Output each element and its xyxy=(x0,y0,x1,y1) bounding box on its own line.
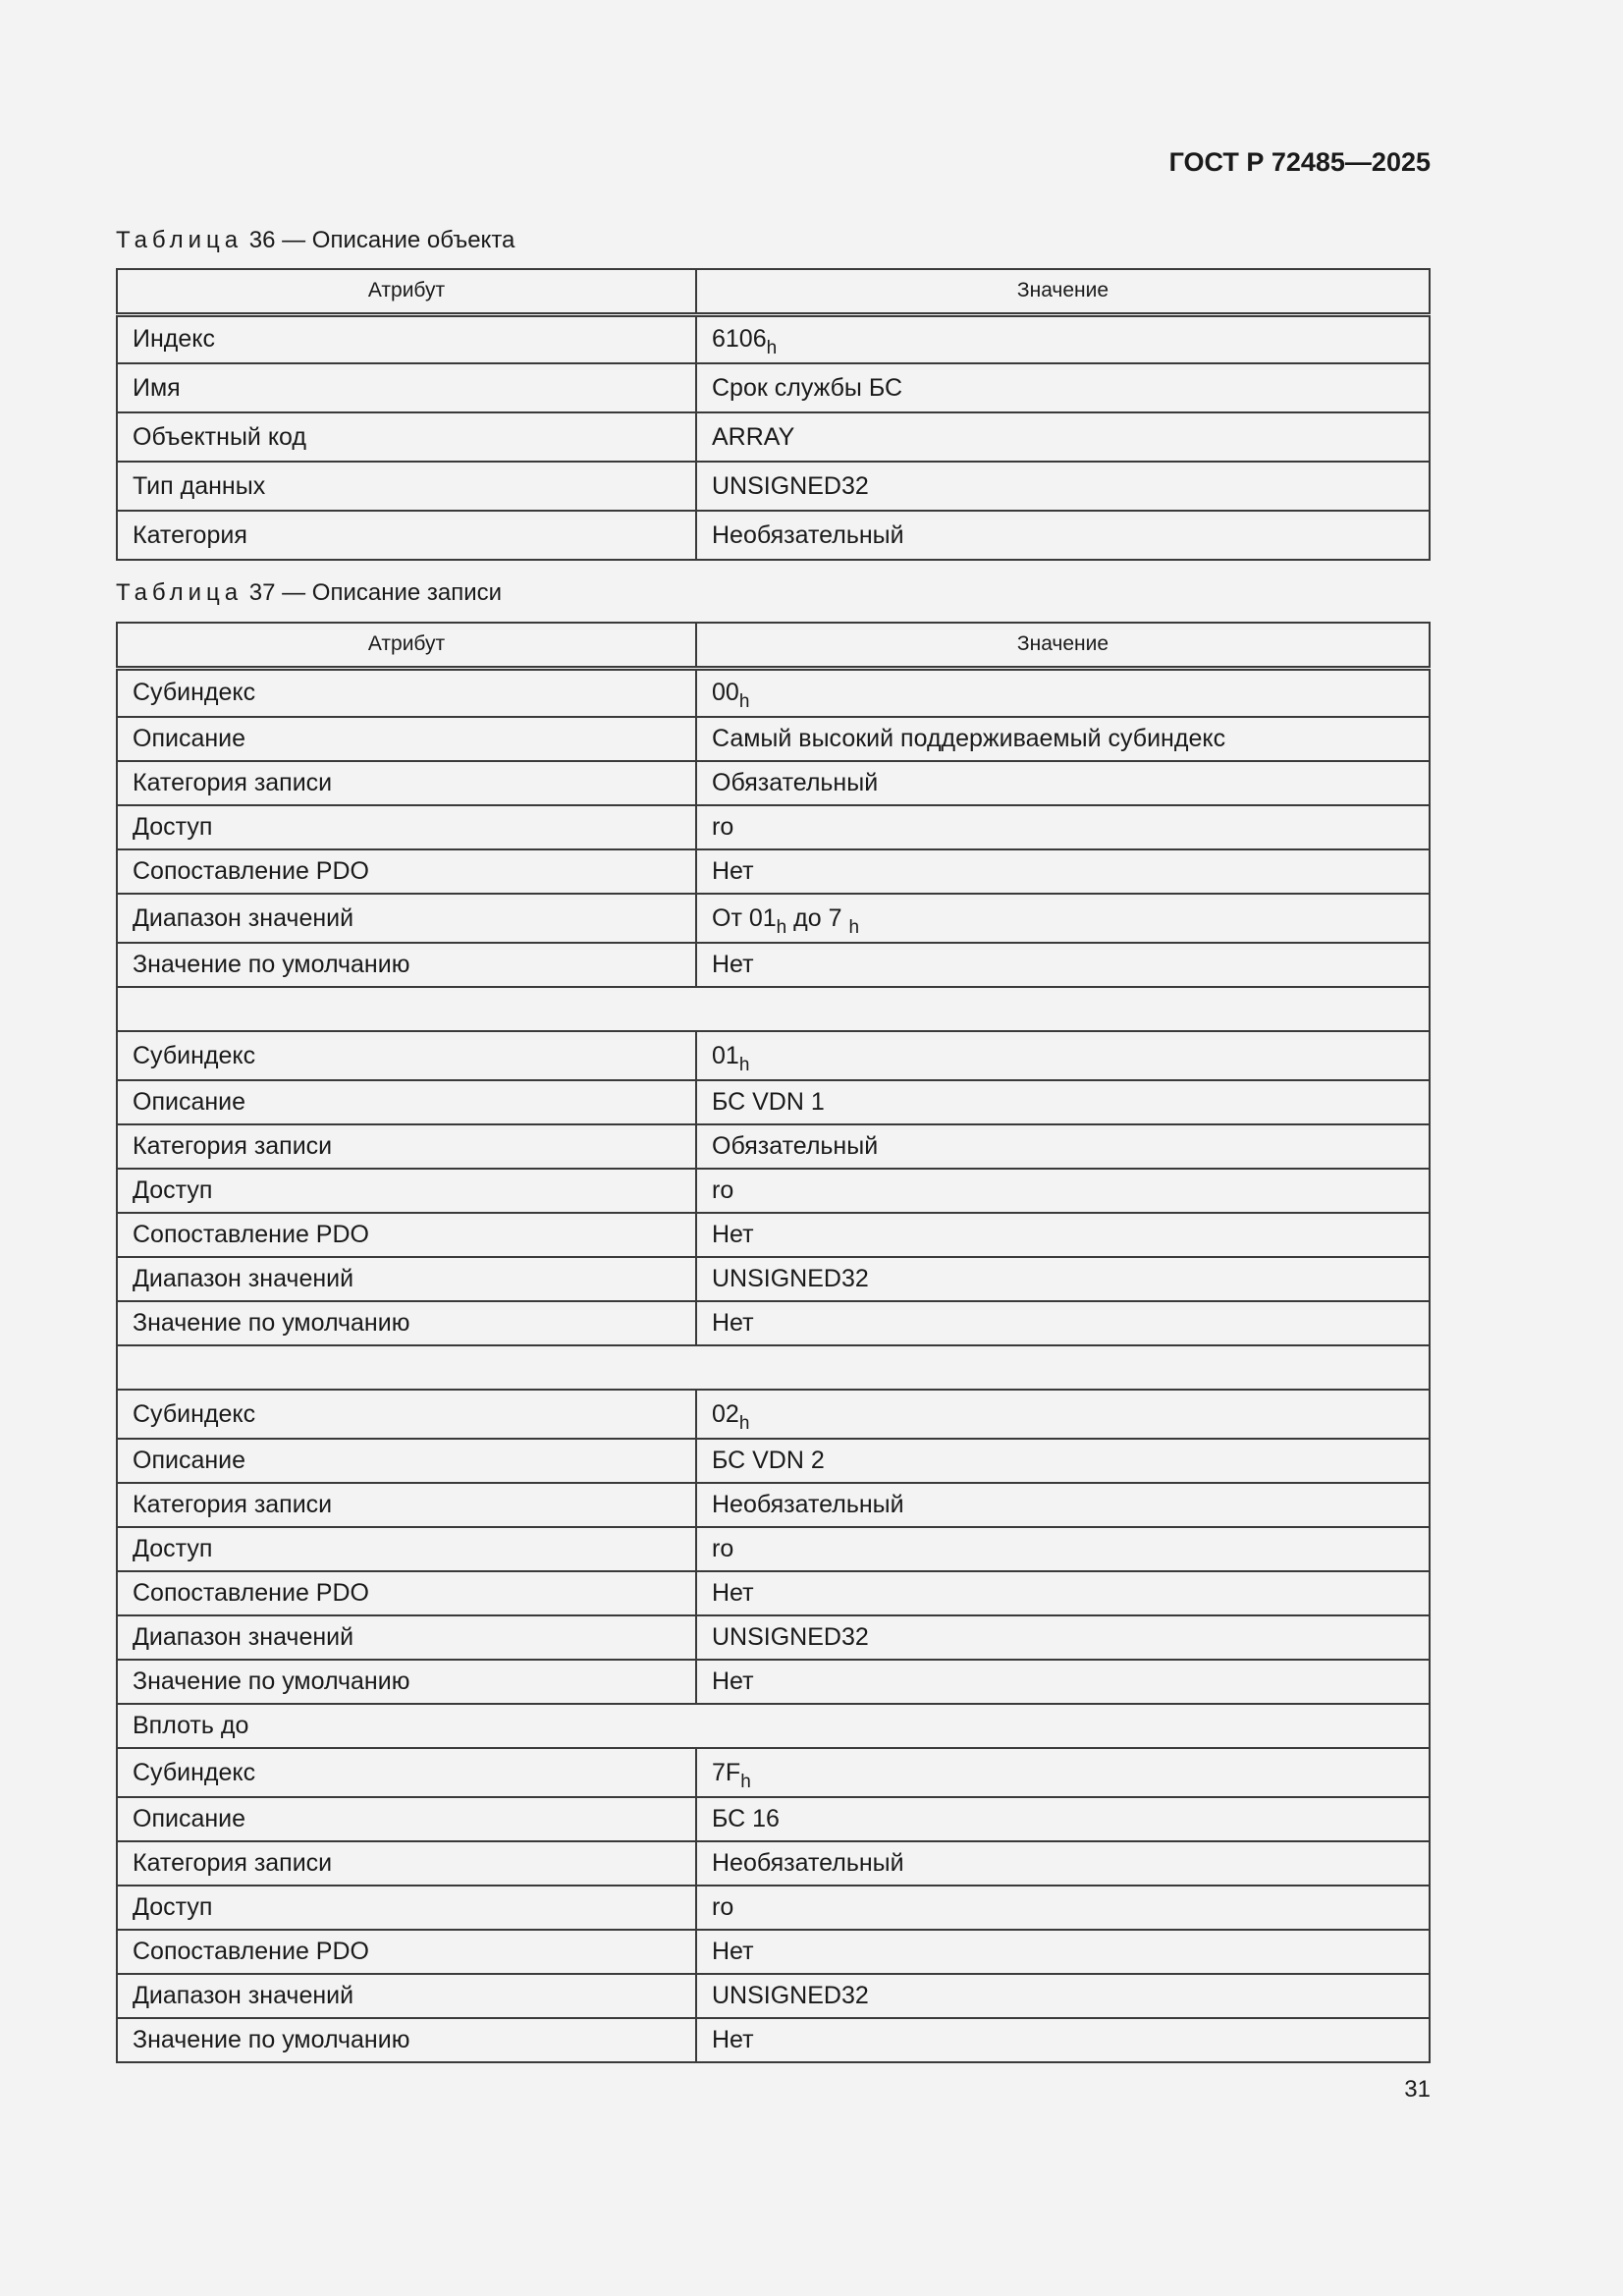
attribute-cell: Описание xyxy=(117,717,696,761)
hex-subscript: h xyxy=(738,1054,750,1075)
column-header-attribute: Атрибут xyxy=(117,623,696,668)
table-row xyxy=(117,1974,1430,2018)
value-cell xyxy=(696,943,1430,987)
value-cell xyxy=(696,511,1430,560)
value-cell xyxy=(696,412,1430,462)
table-row xyxy=(117,1213,1430,1257)
value-text: Самый высокий поддерживаемый субиндекс xyxy=(712,725,1226,752)
attribute-cell: Категория записи xyxy=(117,1841,696,1886)
value-cell xyxy=(696,1213,1430,1257)
table-row xyxy=(117,1886,1430,1930)
table-row xyxy=(117,668,1430,717)
value-text: 7F xyxy=(712,1758,741,1786)
value-text: Нет xyxy=(712,1221,754,1248)
hex-subscript: h xyxy=(766,338,778,359)
table-36 xyxy=(116,268,1431,561)
attribute-cell: Субиндекс xyxy=(117,668,696,717)
attribute-cell: Сопоставление PDO xyxy=(117,849,696,894)
attribute-cell: Описание xyxy=(117,1439,696,1483)
separator-row xyxy=(117,1345,1430,1390)
table-36-body xyxy=(117,314,1430,560)
value-cell xyxy=(696,1257,1430,1301)
value-cell xyxy=(696,1974,1430,2018)
table-row xyxy=(117,1080,1430,1124)
value-text: UNSIGNED32 xyxy=(712,1623,869,1651)
empty-cell xyxy=(117,987,1430,1031)
table-row xyxy=(117,412,1430,462)
attribute-cell: Категория xyxy=(117,511,696,560)
attribute-cell: Тип данных xyxy=(117,462,696,511)
table-row xyxy=(117,462,1430,511)
table-37-caption-text: 37 — Описание записи xyxy=(243,579,503,606)
value-text: Нет xyxy=(712,857,754,885)
table-37-caption xyxy=(116,581,502,605)
value-cell xyxy=(696,1483,1430,1527)
attribute-cell: Доступ xyxy=(117,805,696,849)
value-cell xyxy=(696,717,1430,761)
value-text: БС VDN 2 xyxy=(712,1447,825,1474)
value-cell xyxy=(696,1615,1430,1660)
standard-designation: ГОСТ Р 72485—2025 xyxy=(1168,147,1431,177)
value-cell xyxy=(696,1031,1430,1080)
value-text: БС 16 xyxy=(712,1805,780,1832)
separator-row xyxy=(117,987,1430,1031)
value-text: Необязательный xyxy=(712,1849,904,1877)
table-row xyxy=(117,1031,1430,1080)
value-text: ro xyxy=(712,813,734,841)
value-text: UNSIGNED32 xyxy=(712,471,869,500)
hex-subscript: h xyxy=(738,691,750,713)
value-text: 02 xyxy=(712,1399,739,1428)
attribute-cell: Индекс xyxy=(117,314,696,363)
table-row xyxy=(117,1930,1430,1974)
table-row xyxy=(117,1124,1430,1169)
attribute-cell: Сопоставление PDO xyxy=(117,1571,696,1615)
table-row xyxy=(117,805,1430,849)
column-header-value: Значение xyxy=(696,269,1430,314)
attribute-cell: Значение по умолчанию xyxy=(117,2018,696,2062)
table-row xyxy=(117,1660,1430,1704)
table-header-row xyxy=(117,269,1430,314)
table-header-row xyxy=(117,623,1430,668)
value-text: Срок службы БС xyxy=(712,373,903,402)
table-row xyxy=(117,1571,1430,1615)
table-row xyxy=(117,1169,1430,1213)
table-36-caption-text: 36 — Описание объекта xyxy=(243,227,515,253)
attribute-cell: Диапазон значений xyxy=(117,1257,696,1301)
table-row xyxy=(117,1797,1430,1841)
value-text: Обязательный xyxy=(712,769,879,796)
table-37-caption-word: Таблица xyxy=(116,579,243,606)
value-text: ro xyxy=(712,1176,734,1204)
table-row xyxy=(117,943,1430,987)
table-36-caption-word: Таблица xyxy=(116,227,243,253)
value-text: ro xyxy=(712,1535,734,1562)
value-cell xyxy=(696,1797,1430,1841)
attribute-cell: Доступ xyxy=(117,1169,696,1213)
value-cell xyxy=(696,1748,1430,1797)
table-row xyxy=(117,314,1430,363)
empty-cell xyxy=(117,1345,1430,1390)
value-text: Нет xyxy=(712,1579,754,1607)
attribute-cell: Субиндекс xyxy=(117,1390,696,1439)
value-cell xyxy=(696,1527,1430,1571)
value-cell xyxy=(696,1080,1430,1124)
table-row xyxy=(117,511,1430,560)
value-text: Нет xyxy=(712,1309,754,1337)
table-row xyxy=(117,1390,1430,1439)
table-row xyxy=(117,894,1430,943)
attribute-cell: Доступ xyxy=(117,1886,696,1930)
table-row xyxy=(117,1841,1430,1886)
value-text: UNSIGNED32 xyxy=(712,1265,869,1292)
value-cell xyxy=(696,1930,1430,1974)
value-cell xyxy=(696,761,1430,805)
value-cell xyxy=(696,363,1430,412)
value-text: Нет xyxy=(712,1667,754,1695)
page-number: 31 xyxy=(1404,2076,1431,2103)
attribute-cell: Категория записи xyxy=(117,1483,696,1527)
attribute-cell: Имя xyxy=(117,363,696,412)
hex-subscript: h xyxy=(776,916,787,938)
value-text: ro xyxy=(712,1893,734,1921)
attribute-cell: Объектный код xyxy=(117,412,696,462)
table-36-caption xyxy=(116,229,514,252)
table-37-body xyxy=(117,668,1430,2062)
value-cell xyxy=(696,1660,1430,1704)
attribute-cell: Значение по умолчанию xyxy=(117,943,696,987)
table-37 xyxy=(116,622,1431,2063)
value-cell xyxy=(696,1571,1430,1615)
table-row xyxy=(117,1615,1430,1660)
value-cell xyxy=(696,849,1430,894)
value-cell xyxy=(696,1841,1430,1886)
hex-subscript: h xyxy=(848,916,860,938)
value-cell xyxy=(696,1439,1430,1483)
attribute-cell: Описание xyxy=(117,1080,696,1124)
table-row xyxy=(117,761,1430,805)
value-cell xyxy=(696,1124,1430,1169)
value-text: БС VDN 1 xyxy=(712,1088,825,1116)
value-text: Необязательный xyxy=(712,1491,904,1518)
value-cell xyxy=(696,894,1430,943)
value-text: Нет xyxy=(712,951,754,978)
value-text: 01 xyxy=(712,1041,739,1069)
column-header-attribute: Атрибут xyxy=(117,269,696,314)
value-text: Нет xyxy=(712,1938,754,1965)
table-row xyxy=(117,1301,1430,1345)
attribute-cell: Сопоставление PDO xyxy=(117,1213,696,1257)
value-text: UNSIGNED32 xyxy=(712,1982,869,2009)
value-cell xyxy=(696,314,1430,363)
table-row xyxy=(117,1748,1430,1797)
hex-subscript: h xyxy=(740,1771,751,1792)
value-text: ARRAY xyxy=(712,422,795,451)
value-text: Обязательный xyxy=(712,1132,879,1160)
value-cell xyxy=(696,668,1430,717)
value-cell xyxy=(696,1301,1430,1345)
attribute-cell: Диапазон значений xyxy=(117,1615,696,1660)
value-text: до 7 xyxy=(786,903,849,932)
table-row xyxy=(117,1257,1430,1301)
attribute-cell: Значение по умолчанию xyxy=(117,1660,696,1704)
value-cell xyxy=(696,805,1430,849)
attribute-cell: Категория записи xyxy=(117,1124,696,1169)
table-row xyxy=(117,1439,1430,1483)
table-row xyxy=(117,2018,1430,2062)
column-header-value: Значение xyxy=(696,623,1430,668)
table-row xyxy=(117,1483,1430,1527)
value-text: Нет xyxy=(712,2026,754,2053)
upto-cell: Вплоть до xyxy=(117,1704,1430,1748)
attribute-cell: Категория записи xyxy=(117,761,696,805)
attribute-cell: Диапазон значений xyxy=(117,1974,696,2018)
value-text: 00 xyxy=(712,679,739,707)
value-text: 6106 xyxy=(712,325,767,354)
attribute-cell: Субиндекс xyxy=(117,1031,696,1080)
table-row xyxy=(117,849,1430,894)
attribute-cell: Диапазон значений xyxy=(117,894,696,943)
table-row xyxy=(117,1527,1430,1571)
value-cell xyxy=(696,2018,1430,2062)
attribute-cell: Доступ xyxy=(117,1527,696,1571)
upto-row xyxy=(117,1704,1430,1748)
value-cell xyxy=(696,1169,1430,1213)
attribute-cell: Сопоставление PDO xyxy=(117,1930,696,1974)
value-text: Необязательный xyxy=(712,520,904,549)
attribute-cell: Описание xyxy=(117,1797,696,1841)
attribute-cell: Субиндекс xyxy=(117,1748,696,1797)
value-cell xyxy=(696,1390,1430,1439)
value-cell xyxy=(696,462,1430,511)
attribute-cell: Значение по умолчанию xyxy=(117,1301,696,1345)
hex-subscript: h xyxy=(738,1412,750,1434)
value-cell xyxy=(696,1886,1430,1930)
table-row xyxy=(117,717,1430,761)
value-text: От 01 xyxy=(712,903,777,932)
table-row xyxy=(117,363,1430,412)
